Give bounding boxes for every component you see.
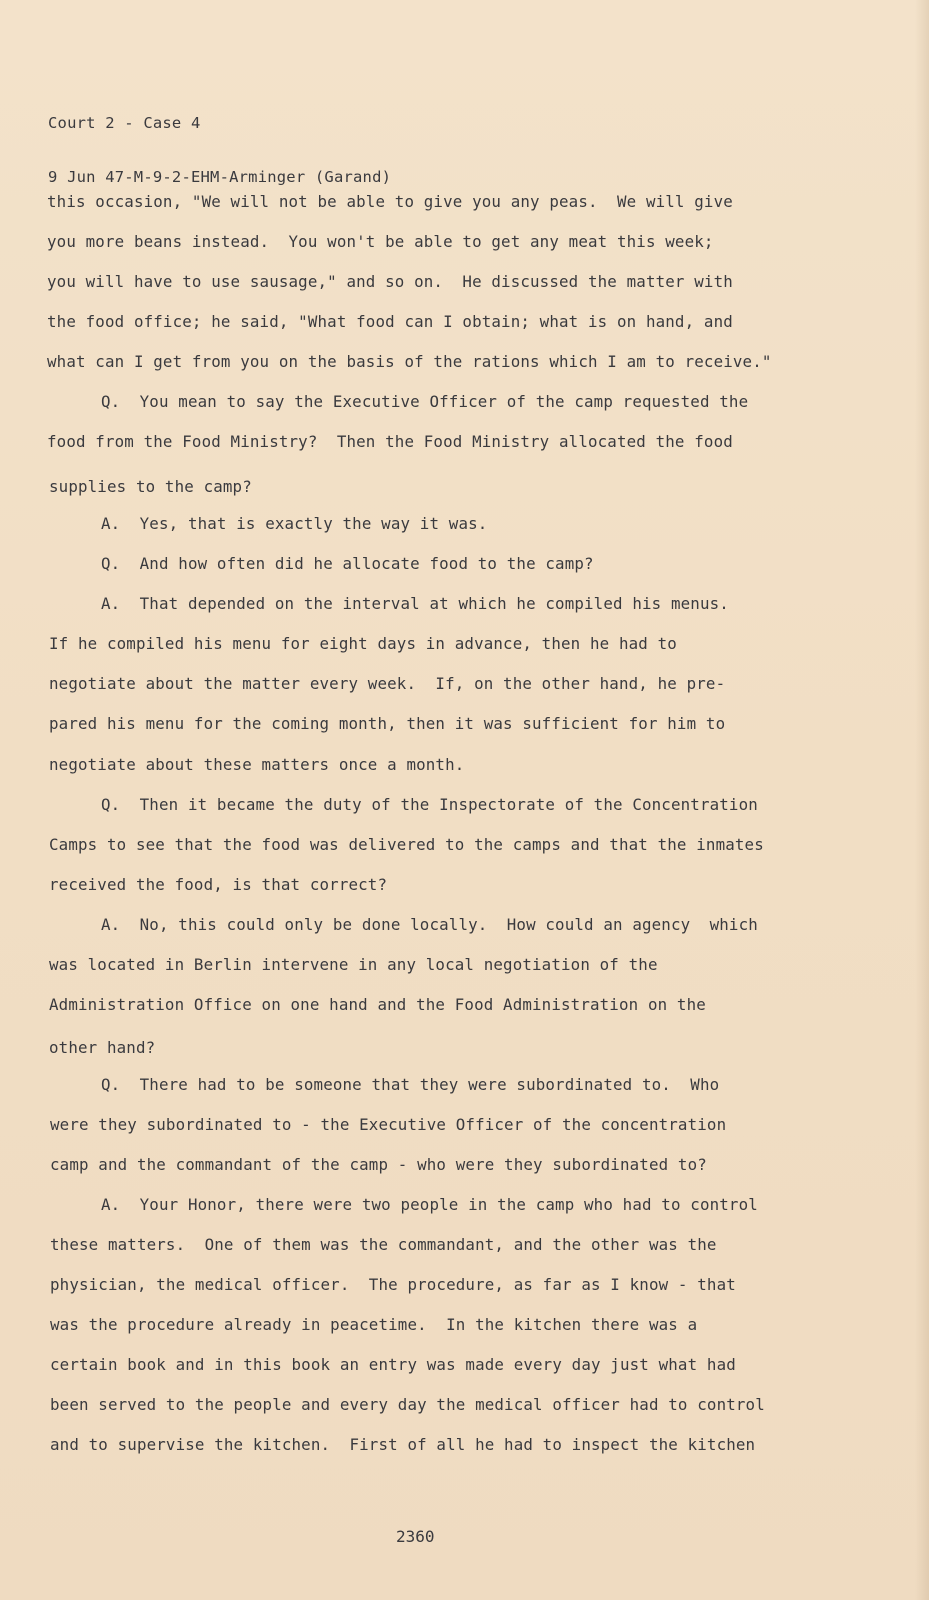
transcript-line: been served to the people and every day the medical officer had to control (50, 1395, 765, 1414)
transcript-line: certain book and in this book an entry was made every day just what had (50, 1355, 736, 1374)
transcript-line: Q. There had to be someone that they were subordinated to. Who (101, 1075, 720, 1094)
transcript-line: and to supervise the kitchen. First of all he had to inspect the kitchen (50, 1435, 756, 1454)
transcript-line: other hand? (49, 1038, 156, 1057)
transcript-line: Administration Office on one hand and the Food Administration on the (49, 995, 706, 1014)
transcript-line: physician, the medical officer. The procedure, as far as I know - that (50, 1275, 736, 1294)
transcript-line: negotiate about these matters once a month. (49, 755, 465, 774)
transcript-line: the food office; he said, "What food can I obtain; what is on hand, and (47, 312, 733, 331)
transcript-line: was the procedure already in peacetime. In the kitchen there was a (50, 1315, 698, 1334)
transcript-line: A. That depended on the interval at which he compiled his menus. (101, 594, 729, 613)
transcript-line: supplies to the camp? (49, 477, 252, 496)
transcript-line: Q. And how often did he allocate food to the camp? (101, 554, 594, 573)
transcript-line: A. Yes, that is exactly the way it was. (101, 514, 488, 533)
transcript-line: food from the Food Ministry? Then the Food Ministry allocated the food (47, 432, 733, 451)
transcript-line: A. No, this could only be done locally. How could an agency which (101, 915, 758, 934)
transcript-line: If he compiled his menu for eight days in advance, then he had to (49, 634, 677, 653)
page-edge-shadow (915, 0, 929, 1600)
transcript-line: you more beans instead. You won't be able to get any meat this week; (47, 232, 714, 251)
transcript-line: you will have to use sausage," and so on. He discussed the matter with (47, 272, 733, 291)
transcript-line: what can I get from you on the basis of the rations which I am to receive." (47, 352, 772, 371)
transcript-line: were they subordinated to - the Executive Officer of the concentration (50, 1115, 727, 1134)
header-date-line: 9 Jun 47-M-9-2-EHM-Arminger (Garand) (48, 168, 392, 186)
header-case-line: Court 2 - Case 4 (48, 114, 201, 132)
transcript-line: A. Your Honor, there were two people in the camp who had to control (101, 1195, 758, 1214)
transcript-line: camp and the commandant of the camp - who were they subordinated to? (50, 1155, 707, 1174)
transcript-line: Q. Then it became the duty of the Inspectorate of the Concentration (101, 795, 758, 814)
transcript-line: Camps to see that the food was delivered to the camps and that the inmates (49, 835, 764, 854)
transcript-line: Q. You mean to say the Executive Officer of the camp requested the (101, 392, 749, 411)
transcript-line: this occasion, "We will not be able to give you any peas. We will give (47, 192, 733, 211)
page-number: 2360 (396, 1527, 435, 1546)
transcript-line: negotiate about the matter every week. If, on the other hand, he pre- (49, 674, 726, 693)
transcript-line: received the food, is that correct? (49, 875, 388, 894)
transcript-line: was located in Berlin intervene in any local negotiation of the (49, 955, 658, 974)
transcript-line: these matters. One of them was the commandant, and the other was the (50, 1235, 717, 1254)
transcript-line: pared his menu for the coming month, then it was sufficient for him to (49, 714, 726, 733)
